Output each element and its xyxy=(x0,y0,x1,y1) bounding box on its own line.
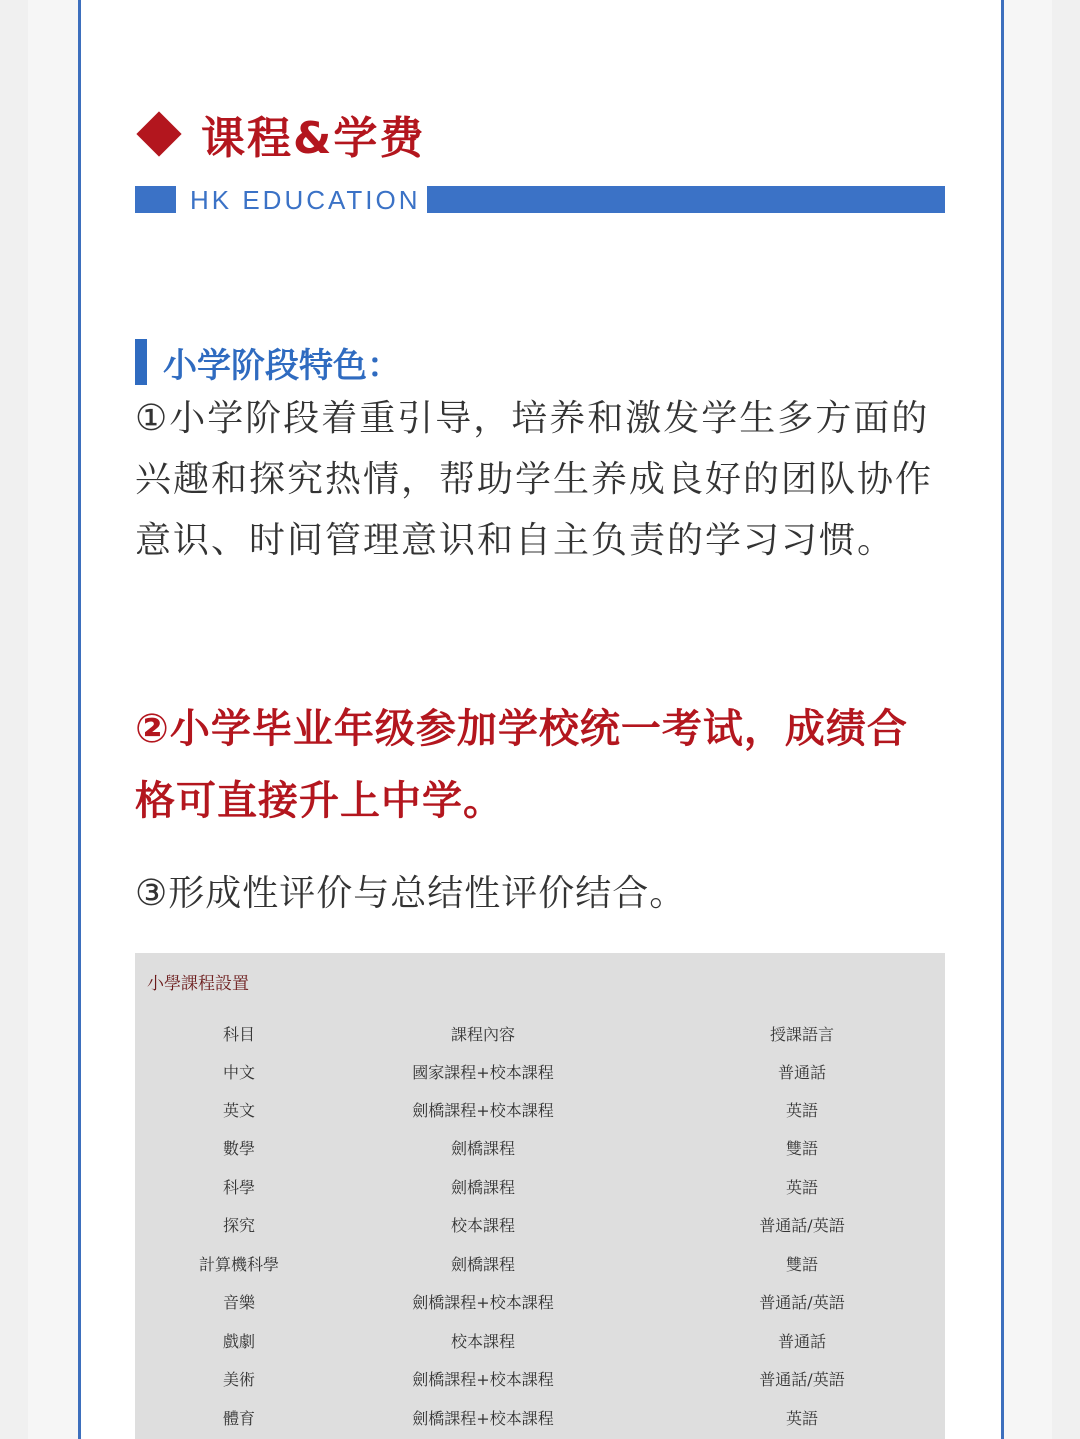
cell-content: 劍橋課程+校本課程 xyxy=(412,1409,554,1428)
cell-subject: 音樂 xyxy=(222,1293,256,1312)
point-2-highlight: ②小学毕业年级参加学校统一考试，成绩合格可直接升上中学。 xyxy=(135,706,908,824)
header-content: 課程內容 xyxy=(450,1025,516,1044)
table-title: 小學課程設置 xyxy=(147,974,249,994)
primary-heading xyxy=(135,338,401,386)
cell-subject: 體育 xyxy=(222,1409,256,1428)
table-row xyxy=(135,1092,945,1130)
table-row xyxy=(135,1169,945,1207)
band-left-bar xyxy=(135,186,176,213)
cell-language: 英語 xyxy=(785,1409,819,1428)
cell-language: 普通話/英語 xyxy=(759,1370,845,1389)
cell-content: 國家課程+校本課程 xyxy=(412,1063,554,1082)
header-subject: 科目 xyxy=(222,1025,256,1044)
cell-subject: 計算機科學 xyxy=(198,1255,280,1274)
table-row xyxy=(135,1323,945,1361)
band-label: HK EDUCATION xyxy=(190,185,421,215)
point-1: ①小学阶段着重引导，培养和激发学生多方面的兴趣和探究热情，帮助学生养成良好的团队协作意识、时间管理意识和自主负责的学习习惯。 xyxy=(135,398,934,561)
cell-content: 劍橋課程+校本課程 xyxy=(412,1101,554,1120)
cell-language: 普通話 xyxy=(777,1332,827,1351)
cell-content: 劍橋課程 xyxy=(450,1139,516,1158)
table-row xyxy=(135,1246,945,1284)
cell-content: 劍橋課程+校本課程 xyxy=(412,1370,554,1389)
section-header xyxy=(135,104,425,164)
table-row xyxy=(135,1400,945,1438)
cell-subject: 數學 xyxy=(222,1139,256,1158)
cell-content: 劍橋課程 xyxy=(450,1178,516,1197)
cell-subject: 探究 xyxy=(222,1216,256,1235)
header-language: 授課語言 xyxy=(769,1025,835,1044)
cell-subject: 中文 xyxy=(222,1063,256,1082)
band-right-bar xyxy=(427,186,945,213)
cell-content: 校本課程 xyxy=(450,1332,516,1351)
cell-language: 雙語 xyxy=(785,1255,819,1274)
table-row xyxy=(135,1361,945,1399)
cell-content: 劍橋課程 xyxy=(450,1255,516,1274)
cell-content: 劍橋課程+校本課程 xyxy=(412,1293,554,1312)
cell-language: 英語 xyxy=(785,1101,819,1120)
table-header-row xyxy=(135,1016,945,1054)
section-band xyxy=(135,186,945,213)
cell-language: 普通話/英語 xyxy=(759,1216,845,1235)
cell-subject: 英文 xyxy=(222,1101,256,1120)
cell-language: 英語 xyxy=(785,1178,819,1197)
table-row xyxy=(135,1130,945,1168)
heading-accent-bar xyxy=(135,339,147,385)
table-row xyxy=(135,1284,945,1322)
diamond-bullet-icon xyxy=(136,111,181,156)
curriculum-table xyxy=(135,953,945,1439)
cell-subject: 戲劇 xyxy=(222,1332,256,1351)
section-title: 课程&学费 xyxy=(201,113,426,164)
table-row xyxy=(135,1054,945,1092)
cell-subject: 科學 xyxy=(222,1178,256,1197)
table-row xyxy=(135,1207,945,1245)
cell-language: 雙語 xyxy=(785,1139,819,1158)
cell-language: 普通話/英語 xyxy=(759,1293,845,1312)
cell-language: 普通話 xyxy=(777,1063,827,1082)
cell-subject: 美術 xyxy=(222,1370,256,1389)
primary-heading-text: 小学阶段特色： xyxy=(163,345,401,386)
point-3: ③形成性评价与总结性评价结合。 xyxy=(135,873,687,914)
cell-content: 校本課程 xyxy=(450,1216,516,1235)
